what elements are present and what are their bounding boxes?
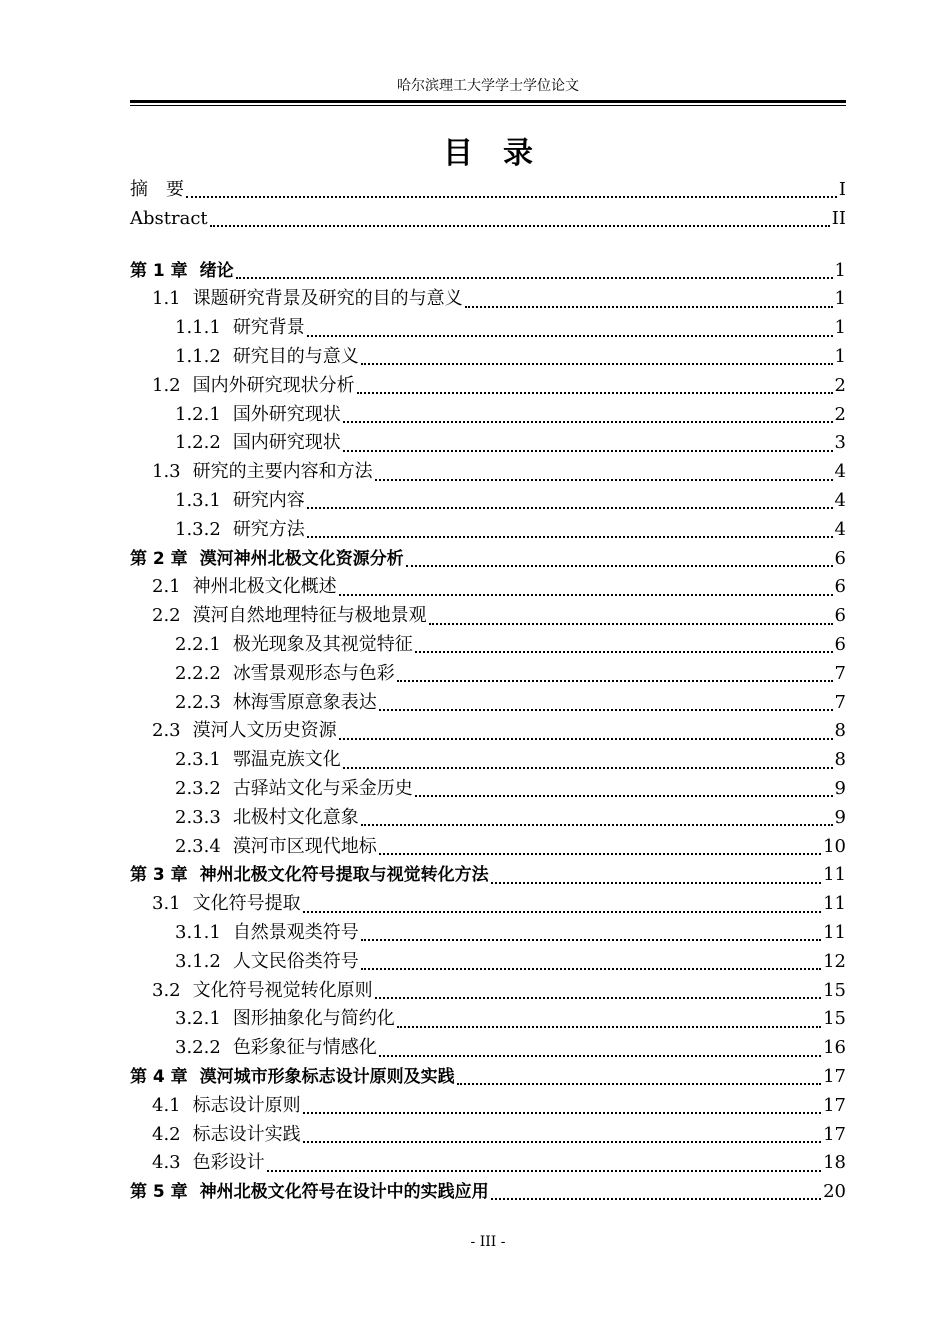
toc-entry-page: 15 <box>823 1008 846 1030</box>
toc-entry-number: 3.2.2 <box>175 1037 221 1059</box>
toc-entry-title: 绪论 <box>199 260 234 281</box>
toc-entry-number: 3.1.2 <box>175 950 221 972</box>
toc-entry-label-group <box>175 343 359 372</box>
toc-entry[interactable] <box>130 429 846 458</box>
toc-entry-number: 第 1 章 <box>130 260 188 281</box>
dot-leader <box>397 680 833 682</box>
dot-leader <box>307 536 833 538</box>
toc-entry-page: II <box>831 207 846 229</box>
toc-entry-page: 2 <box>834 374 846 396</box>
toc-entry-title: 研究内容 <box>232 489 305 511</box>
toc-entry-number: 第 2 章 <box>130 548 188 569</box>
toc-entry-number: 2.2.1 <box>175 633 221 655</box>
toc-entry-title: 课题研究背景及研究的目的与意义 <box>192 288 463 310</box>
toc-entry-title: 漠河人文历史资源 <box>192 720 337 742</box>
toc-entry[interactable] <box>130 977 846 1006</box>
toc-entry-title: 北极村文化意象 <box>232 806 359 828</box>
toc-entry-title: 古驿站文化与采金历史 <box>232 777 413 799</box>
toc-chapter-entry[interactable] <box>130 1063 846 1092</box>
toc-entry-label-group <box>175 948 359 977</box>
toc-entry-number: 1.1 <box>152 288 181 310</box>
toc-entry-number: 1.2.1 <box>175 403 221 425</box>
toc-chapter-entry[interactable] <box>130 861 846 890</box>
toc-entry-title: 神州北极文化符号提取与视觉转化方法 <box>199 865 489 886</box>
dot-leader <box>361 363 833 365</box>
toc-entry-page: 10 <box>823 835 846 857</box>
dot-leader <box>415 651 833 653</box>
toc-entry-page: 6 <box>834 605 846 627</box>
toc-entry-page: 17 <box>823 1123 846 1145</box>
dot-leader <box>429 623 833 625</box>
toc-entry-page: 7 <box>834 691 846 713</box>
dot-leader <box>379 1055 821 1057</box>
toc-entry-title: 色彩象征与情感化 <box>232 1037 377 1059</box>
toc-entry-label-group <box>175 516 305 545</box>
toc-entry-number: 1.1.2 <box>175 345 221 367</box>
toc-entry-number: 2.2 <box>152 605 181 627</box>
table-of-contents <box>130 176 846 1207</box>
toc-entry-label-group <box>175 804 359 833</box>
toc-entry-label-group <box>175 660 395 689</box>
toc-entry[interactable] <box>130 890 846 919</box>
toc-entry-label-group <box>152 372 355 401</box>
toc-entry-number: 1.3.1 <box>175 489 221 511</box>
toc-entry-title: Abstract <box>130 207 208 229</box>
toc-entry-label-group <box>175 314 305 343</box>
toc-entry-label-group <box>175 775 413 804</box>
toc-entry[interactable] <box>130 1149 846 1178</box>
dot-leader <box>303 1112 821 1114</box>
toc-entry-label-group <box>152 977 373 1006</box>
dot-leader <box>465 306 833 308</box>
toc-entry-label-group <box>175 746 341 775</box>
toc-entry[interactable] <box>130 1121 846 1150</box>
toc-entry-label-group <box>152 458 373 487</box>
dot-leader <box>379 853 821 855</box>
toc-entry[interactable] <box>130 516 846 545</box>
toc-entry-label-group <box>130 176 184 205</box>
toc-chapter-entry[interactable] <box>130 545 846 574</box>
dot-leader <box>343 421 833 423</box>
toc-entry-page: 17 <box>823 1094 846 1116</box>
dot-leader <box>339 594 833 596</box>
toc-entry-number: 4.2 <box>152 1123 181 1145</box>
toc-entry-number: 3.2 <box>152 979 181 1001</box>
toc-entry-page: 9 <box>834 777 846 799</box>
toc-entry[interactable] <box>130 285 846 314</box>
dot-leader <box>307 335 833 337</box>
toc-entry-title: 标志设计原则 <box>192 1094 301 1116</box>
toc-entry-page: 11 <box>823 893 846 915</box>
toc-entry-title: 鄂温克族文化 <box>232 749 341 771</box>
toc-entry[interactable] <box>130 205 846 234</box>
toc-entry-title: 林海雪原意象表达 <box>232 691 377 713</box>
toc-entry-title: 漠河自然地理特征与极地景观 <box>192 605 427 627</box>
toc-entry-page: 11 <box>823 864 846 886</box>
toc-entry[interactable] <box>130 631 846 660</box>
toc-entry-page: 6 <box>834 576 846 598</box>
dot-leader <box>303 911 821 913</box>
toc-entry-title: 极光现象及其视觉特征 <box>232 633 413 655</box>
toc-entry-label-group <box>175 487 305 516</box>
toc-entry[interactable] <box>130 602 846 631</box>
toc-entry-label-group <box>152 717 337 746</box>
toc-entry-number: 3.2.1 <box>175 1008 221 1030</box>
toc-entry-title: 研究方法 <box>232 518 305 540</box>
toc-entry-number: 4.3 <box>152 1152 181 1174</box>
dot-leader <box>361 824 833 826</box>
dot-leader <box>303 1141 821 1143</box>
toc-entry[interactable] <box>130 1034 846 1063</box>
page-number: - III - <box>470 1234 506 1250</box>
toc-entry-number: 1.2.2 <box>175 432 221 454</box>
toc-entry-number: 3.1.1 <box>175 921 221 943</box>
toc-entry-title: 自然景观类符号 <box>232 921 359 943</box>
dot-leader <box>375 479 833 481</box>
dot-leader <box>361 968 821 970</box>
toc-entry-page: 20 <box>823 1181 846 1203</box>
toc-entry-number: 2.3.3 <box>175 806 221 828</box>
dot-leader <box>267 1170 821 1172</box>
toc-entry-number: 1.2 <box>152 374 181 396</box>
toc-entry-page: 6 <box>834 547 846 569</box>
toc-entry[interactable] <box>130 343 846 372</box>
toc-entry[interactable] <box>130 717 846 746</box>
toc-entry-label-group <box>130 257 234 286</box>
toc-entry-label-group <box>152 573 337 602</box>
toc-entry-label-group <box>175 833 377 862</box>
toc-entry-label-group <box>152 1121 301 1150</box>
toc-entry-page: 1 <box>834 288 846 310</box>
toc-entry[interactable] <box>130 401 846 430</box>
toc-entry[interactable] <box>130 573 846 602</box>
dot-leader <box>491 1198 821 1200</box>
toc-entry-title: 色彩设计 <box>192 1152 265 1174</box>
toc-entry-page: 16 <box>823 1037 846 1059</box>
toc-chapter-entry[interactable] <box>130 257 846 286</box>
toc-entry-page: 4 <box>834 518 846 540</box>
dot-leader <box>361 939 821 941</box>
toc-entry[interactable] <box>130 176 846 205</box>
toc-entry-label-group <box>152 1149 265 1178</box>
toc-entry-page: 12 <box>823 950 846 972</box>
toc-entry-page: 3 <box>834 432 846 454</box>
dot-leader <box>343 767 833 769</box>
toc-entry-label-group <box>130 1063 455 1092</box>
toc-chapter-entry[interactable] <box>130 1178 846 1207</box>
toc-entry-title: 研究的主要内容和方法 <box>192 461 373 483</box>
toc-entry-number: 第 5 章 <box>130 1182 188 1203</box>
toc-entry-title: 漠河城市形象标志设计原则及实践 <box>199 1066 455 1087</box>
dot-leader <box>357 392 833 394</box>
toc-entry-number: 2.2.3 <box>175 691 221 713</box>
toc-entry[interactable] <box>130 919 846 948</box>
toc-entry-page: 11 <box>823 921 846 943</box>
toc-entry-title: 冰雪景观形态与色彩 <box>232 662 395 684</box>
dot-leader <box>491 882 821 884</box>
dot-leader <box>339 738 833 740</box>
dot-leader <box>457 1083 821 1085</box>
toc-entry-label-group <box>175 689 377 718</box>
toc-entry-label-group <box>130 205 208 234</box>
toc-entry[interactable] <box>130 689 846 718</box>
running-header: 哈尔滨理工大学学士学位论文 <box>397 78 579 94</box>
toc-entry-label-group <box>175 1034 377 1063</box>
toc-entry-label-group <box>175 429 341 458</box>
toc-entry-label-group <box>130 545 404 574</box>
toc-entry-number: 2.3.1 <box>175 749 221 771</box>
toc-entry-page: 15 <box>823 979 846 1001</box>
toc-entry-page: 17 <box>823 1065 846 1087</box>
toc-entry-title: 摘 要 <box>130 179 184 200</box>
toc-entry-number: 3.1 <box>152 893 181 915</box>
toc-entry-page: 4 <box>834 461 846 483</box>
dot-leader <box>379 709 833 711</box>
toc-entry-label-group <box>175 401 341 430</box>
dot-leader <box>307 507 833 509</box>
toc-entry-label-group <box>152 285 463 314</box>
toc-entry-title: 标志设计实践 <box>192 1123 301 1145</box>
toc-entry[interactable] <box>130 372 846 401</box>
toc-entry-page: 8 <box>834 749 846 771</box>
toc-entry-title: 国内外研究现状分析 <box>192 374 355 396</box>
toc-entry-number: 1.3 <box>152 461 181 483</box>
toc-entry-page: 1 <box>834 259 846 281</box>
toc-entry-page: I <box>838 179 846 200</box>
toc-entry-label-group <box>130 1178 489 1207</box>
toc-entry-label-group <box>130 861 489 890</box>
toc-entry-label-group <box>175 1005 395 1034</box>
toc-entry[interactable] <box>130 487 846 516</box>
toc-entry[interactable] <box>130 660 846 689</box>
toc-entry-label-group <box>152 1092 301 1121</box>
toc-entry-title: 神州北极文化概述 <box>192 576 337 598</box>
toc-entry-title: 文化符号提取 <box>192 893 301 915</box>
toc-entry-title: 国外研究现状 <box>232 403 341 425</box>
toc-entry-number: 2.3 <box>152 720 181 742</box>
toc-entry[interactable] <box>130 746 846 775</box>
toc-entry-number: 2.2.2 <box>175 662 221 684</box>
toc-title: 目 录 <box>443 136 533 171</box>
toc-entry-page: 7 <box>834 662 846 684</box>
toc-entry-number: 2.1 <box>152 576 181 598</box>
toc-entry[interactable] <box>130 775 846 804</box>
toc-entry-number: 1.3.2 <box>175 518 221 540</box>
dot-leader <box>406 565 833 567</box>
toc-entry-number: 2.3.4 <box>175 835 221 857</box>
toc-entry[interactable] <box>130 833 846 862</box>
dot-leader <box>415 795 833 797</box>
toc-entry-page: 1 <box>834 317 846 339</box>
toc-entry-page: 18 <box>823 1152 846 1174</box>
dot-leader <box>236 277 833 279</box>
dot-leader <box>210 225 830 227</box>
toc-entry[interactable] <box>130 1005 846 1034</box>
toc-entry-title: 漠河市区现代地标 <box>232 835 377 857</box>
dot-leader <box>397 1026 821 1028</box>
toc-entry-number: 第 4 章 <box>130 1066 188 1087</box>
header-rule-thin <box>130 105 846 106</box>
toc-entry[interactable] <box>130 1092 846 1121</box>
toc-entry-label-group <box>152 890 301 919</box>
toc-entry-title: 国内研究现状 <box>232 432 341 454</box>
dot-leader <box>375 997 821 999</box>
toc-entry-page: 6 <box>834 633 846 655</box>
toc-entry-title: 研究背景 <box>232 317 305 339</box>
toc-entry-page: 4 <box>834 489 846 511</box>
toc-entry[interactable] <box>130 948 846 977</box>
toc-entry-number: 4.1 <box>152 1094 181 1116</box>
toc-entry-title: 研究目的与意义 <box>232 345 359 367</box>
toc-entry-title: 文化符号视觉转化原则 <box>192 979 373 1001</box>
toc-entry-number: 2.3.2 <box>175 777 221 799</box>
toc-entry-page: 2 <box>834 403 846 425</box>
toc-entry-page: 9 <box>834 806 846 828</box>
toc-entry-page: 1 <box>834 345 846 367</box>
toc-entry[interactable] <box>130 458 846 487</box>
toc-entry-title: 神州北极文化符号在设计中的实践应用 <box>199 1182 489 1203</box>
toc-entry-title: 图形抽象化与简约化 <box>232 1008 395 1030</box>
toc-entry-number: 第 3 章 <box>130 865 188 886</box>
dot-leader <box>343 450 833 452</box>
toc-entry[interactable] <box>130 804 846 833</box>
toc-entry-label-group <box>175 631 413 660</box>
toc-entry-title: 人文民俗类符号 <box>232 950 359 972</box>
toc-entry-page: 8 <box>834 720 846 742</box>
toc-entry-label-group <box>175 919 359 948</box>
toc-entry-label-group <box>152 602 427 631</box>
dot-leader <box>186 196 837 198</box>
toc-entry-title: 漠河神州北极文化资源分析 <box>199 548 404 569</box>
header-rule-thick <box>130 100 846 103</box>
toc-entry-number: 1.1.1 <box>175 317 221 339</box>
toc-entry[interactable] <box>130 314 846 343</box>
